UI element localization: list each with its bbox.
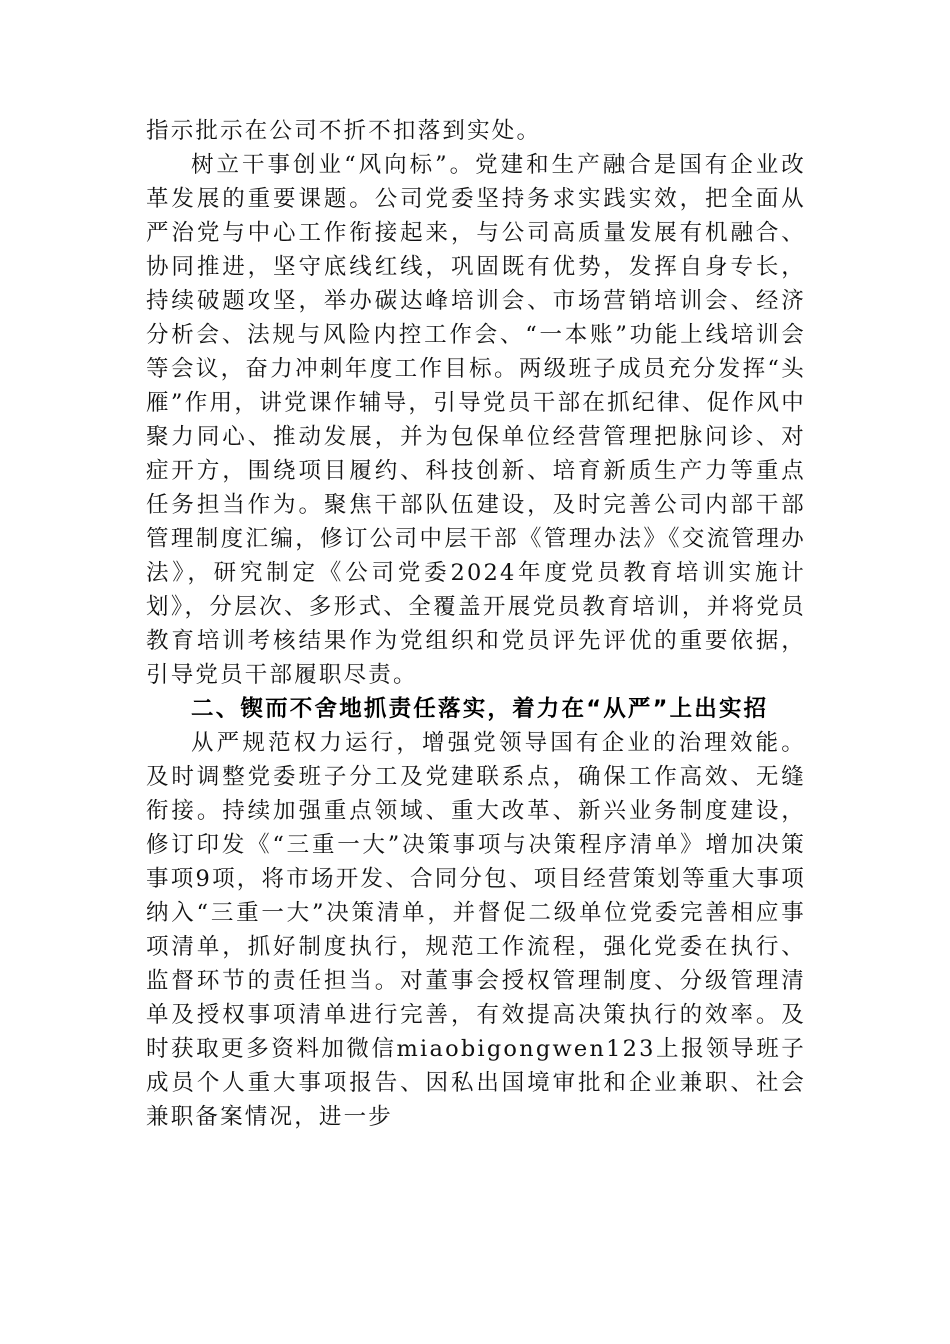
paragraph-power-regulation: 从严规范权力运行，增强党领导国有企业的治理效能。及时调整党委班子分工及党建联系点，确保工作高效、无缝衔接。持续加强重点领域、重大改革、新兴业务制度建设，修订印发《“三重一大”决策事项与决策程序清单》增加决策事项9项，将市场开发、合同分包、项目经营策划等重大事项纳入“三重一大”决策清单，并督促二级单位党委完善相应事项清单，抓好制度执行，规范工作流程，强化党委在执行、监督环节的责任担当。对董事会授权管理制度、分级管理清单及授权事项清单进行完善，有效提高决策执行的效率。及时获取更多资料加微信miaobigongwen123上报领导班子成员个人重大事项报告、因私出国境审批和企业兼职、社会兼职备案情况，进一步 — [146, 730, 806, 1130]
paragraph-party-building: 树立干事创业“风向标”。党建和生产融合是国有企业改革发展的重要课题。公司党委坚持务求实践实效，把全面从严治党与中心工作衔接起来，与公司高质量发展有机融合、协同推进，坚守底线红线，巩固既有优势，发挥自身专长，持续破题攻坚，举办碳达峰培训会、市场营销培训会、经济分析会、法规与风险内控工作会、“一本账”功能上线培训会等会议，奋力冲刺年度工作目标。两级班子成员充分发挥“头雁”作用，讲党课作辅导，引导党员干部在抓纪律、促作风中聚力同心、推动发展，并为包保单位经营管理把脉问诊、对症开方，围绕项目履约、科技创新、培育新质生产力等重点任务担当作为。聚焦干部队伍建设，及时完善公司内部干部管理制度汇编，修订公司中层干部《管理办法》《交流管理办法》，研究制定《公司党委2024年度党员教育培训实施计划》，分层次、多形式、全覆盖开展党员教育培训，并将党员教育培训考核结果作为党组织和党员评先评优的重要依据，引导党员干部履职尽责。 — [146, 152, 806, 688]
document-body — [146, 114, 806, 1134]
paragraph-continuation: 指示批示在公司不折不扣落到实处。 — [146, 118, 542, 144]
section-heading: 二、锲而不舍地抓责任落实，着力在“从严”上出实招 — [191, 696, 769, 722]
